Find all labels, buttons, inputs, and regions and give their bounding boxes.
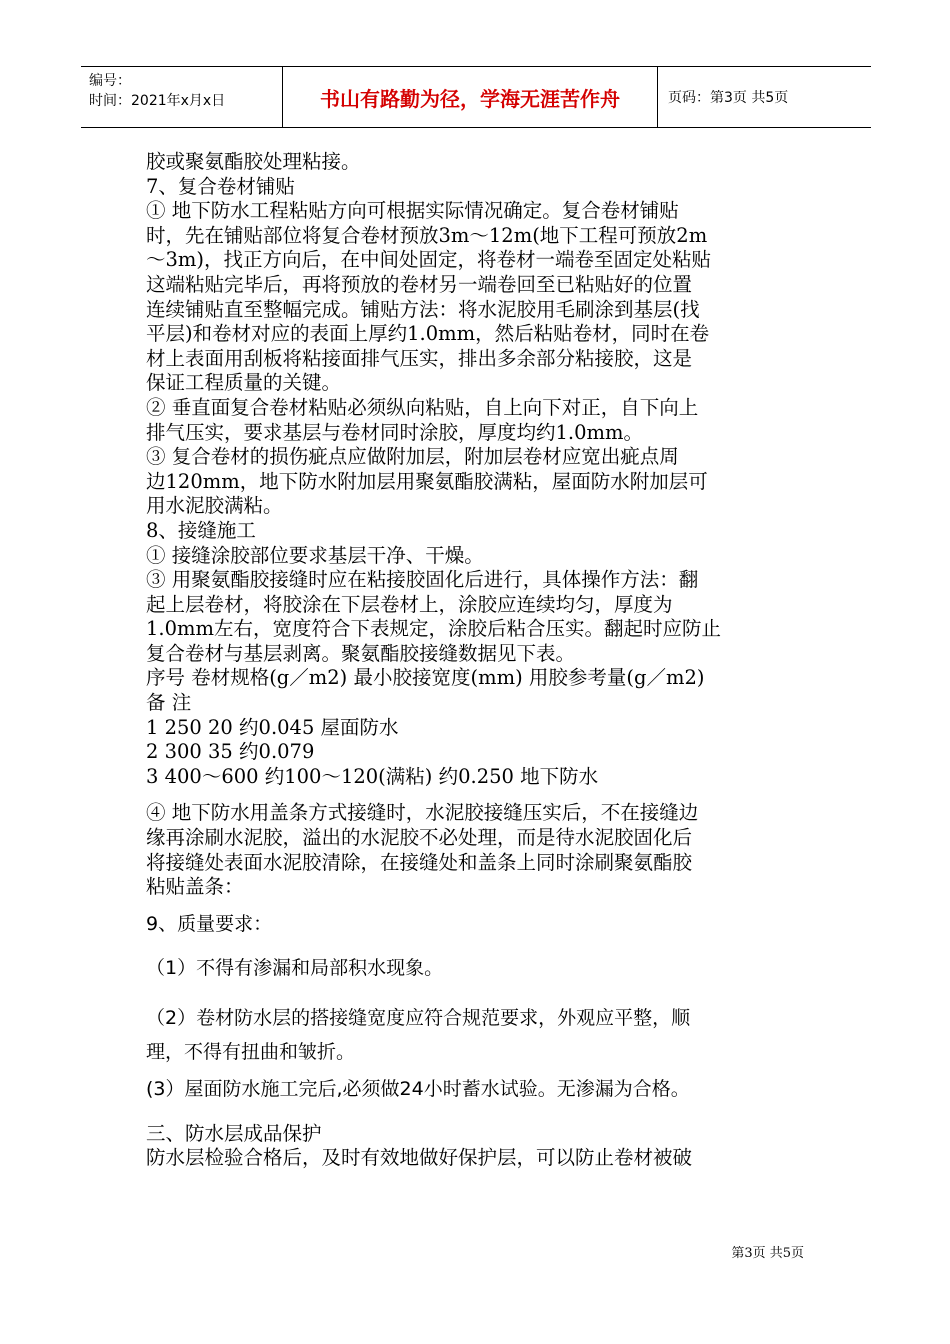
- text-line: ～3m)，找正方向后，在中间处固定，将卷材一端卷至固定处粘贴: [146, 248, 712, 272]
- text-line: ③ 用聚氨酯胶接缝时应在粘接胶固化后进行，具体操作方法：翻: [146, 568, 699, 592]
- spacer: [146, 981, 816, 1001]
- quality-item-2a: （2）卷材防水层的搭接缝宽度应符合规范要求，外观应平整，顺: [146, 1007, 691, 1029]
- motto: 书山有路勤为径，学海无涯苦作舟: [283, 67, 658, 127]
- text-line: 胶或聚氨酯胶处理粘接。: [146, 150, 361, 173]
- text-line: 缘再涂刷水泥胶，溢出的水泥胶不必处理，而是待水泥胶固化后: [146, 826, 693, 850]
- document-body: [146, 150, 816, 1171]
- text-line: 材上表面用刮板将粘接面排气压实，排出多余部分粘接胶，这是: [146, 346, 693, 370]
- text-line: 保证工程质量的关键。: [146, 371, 342, 395]
- text-line: 边120mm，地下防水附加层用聚氨酯胶满粘，屋面防水附加层可: [146, 469, 708, 493]
- number-label: 编号：: [89, 73, 131, 89]
- text-line: 1.0mm左右，宽度符合下表规定，涂胶后粘合压实。翻起时应防止: [146, 617, 721, 641]
- text-line: 复合卷材与基层剥离。聚氨酯胶接缝数据见下表。: [146, 641, 576, 665]
- quality-item-2b: 理，不得有扭曲和皱折。: [146, 1041, 356, 1063]
- text-line: 7、复合卷材铺贴: [146, 174, 295, 198]
- table-header-line: 序号 卷材规格(g／m2) 最小胶接宽度(mm) 用胶参考量(g／m2): [146, 666, 705, 690]
- quality-heading: 9、质量要求：: [146, 912, 273, 935]
- text-line: 用水泥胶满粘。: [146, 494, 283, 518]
- table-row-line: 3 400～600 约100～120(满粘) 约0.250 地下防水: [146, 764, 599, 788]
- page-label: 页码：第3页 共5页: [668, 90, 789, 106]
- table-header-line: 备 注: [146, 691, 192, 715]
- spacer: [146, 1102, 816, 1122]
- section-3-heading: 三、防水层成品保护: [146, 1121, 322, 1145]
- header-table: [81, 66, 871, 128]
- table-row-line: 1 250 20 约0.045 屋面防水: [146, 715, 399, 739]
- text-line: 排气压实，要求基层与卷材同时涂胶，厚度均约1.0mm。: [146, 420, 643, 444]
- page-footer: 第3页 共5页: [731, 1246, 804, 1261]
- quality-item-3: (3）屋面防水施工完后,必须做24小时蓄水试验。无渗漏为合格。: [146, 1078, 690, 1100]
- text-line: ① 地下防水工程粘贴方向可根据实际情况确定。复合卷材铺贴: [146, 199, 679, 223]
- table-row-line: 2 300 35 约0.079: [146, 740, 315, 764]
- text-line: 平层)和卷材对应的表面上厚约1.0mm，然后粘贴卷材，同时在卷: [146, 322, 710, 346]
- text-line: 粘贴盖条：: [146, 875, 244, 899]
- spacer: [146, 789, 816, 801]
- text-line: 起上层卷材，将胶涂在下层卷材上，涂胶应连续均匀，厚度为: [146, 592, 673, 616]
- spacer: [146, 900, 816, 912]
- spacer: [146, 936, 816, 956]
- text-line: ④ 地下防水用盖条方式接缝时，水泥胶接缝压实后，不在接缝边: [146, 801, 699, 825]
- text-line: ② 垂直面复合卷材粘贴必须纵向粘贴，自上向下对正，自下向上: [146, 395, 699, 419]
- text-line: 这端粘贴完毕后，再将预放的卷材另一端卷回至已粘贴好的位置: [146, 272, 693, 296]
- text-line: 8、接缝施工: [146, 518, 256, 542]
- text-line: ① 接缝涂胶部位要求基层干净、干燥。: [146, 543, 484, 567]
- spacer: [146, 1069, 816, 1077]
- text-line: 连续铺贴直至整幅完成。铺贴方法：将水泥胶用毛刷涂到基层(找: [146, 297, 700, 321]
- time-label: 时间：2021年x月x日: [89, 93, 226, 109]
- header-left-cell: [81, 67, 283, 127]
- quality-item-1: （1）不得有渗漏和局部积水现象。: [146, 957, 444, 980]
- text-line: 时，先在铺贴部位将复合卷材预放3m～12m(地下工程可预放2m: [146, 223, 708, 247]
- section-3-text: 防水层检验合格后，及时有效地做好保护层，可以防止卷材被破: [146, 1146, 693, 1170]
- text-line: ③ 复合卷材的损伤疵点应做附加层，附加层卷材应宽出疵点周: [146, 445, 679, 469]
- text-line: 将接缝处表面水泥胶清除，在接缝处和盖条上同时涂刷聚氨酯胶: [146, 850, 693, 874]
